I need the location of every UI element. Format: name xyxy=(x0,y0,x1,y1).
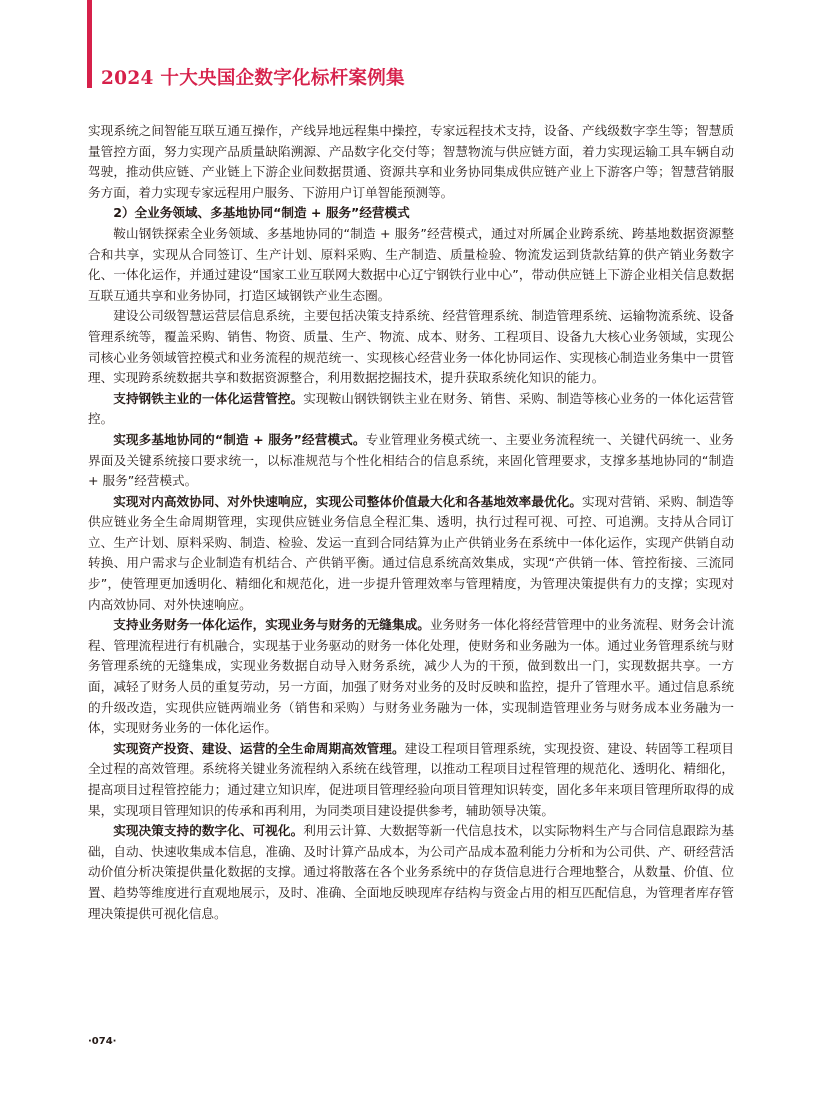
paragraph xyxy=(88,492,734,616)
paragraph-text: 建设工程项目管理系统，实现投资、建设、转固等工程项目全过程的高效管理。系统将关键业务流程纳入系统在线管理，以推动工程项目过程管理的规范化、透明化、精细化，提高项目过程管控能力；通过建立知识库，促进项目管理经验向项目管理知识转变，固化多年来项目管理所取得的成果，实现项目管理知识的传承和再利用，为同类项目建设提供参考，辅助领导决策。 xyxy=(88,740,735,818)
paragraph-text: 鞍山钢铁探索全业务领域、多基地协同的“制造 + 服务”经营模式，通过对所属企业跨系统、跨基地数据资源整合和共享，实现从合同签订、生产计划、原料采购、生产制造、质量检验、物流发运到货款结算的供产销业务数字化、一体化运作，并通过建设“国家工业互联网大数据中心辽宁钢铁行业中心”，带动供应链上下游企业相关信息数据互联互通共享和业务协同，打造区域钢铁产业生态圈。 xyxy=(88,225,734,303)
paragraph-lead: 实现对内高效协同、对外快速响应，实现公司整体价值最大化和各基地效率最优化。 xyxy=(113,493,583,509)
paragraph-text: 专业管理业务模式统一、主要业务流程统一、关键代码统一、业务界面及关键系统接口要求统一，以标准规范与个性化相结合的信息系统，来固化管理要求，支撑多基地协同的“制造 + 服务”经营模式。 xyxy=(88,431,735,489)
paragraph-text: 实现鞍山钢铁钢铁主业在财务、销售、采购、制造等核心业务的一体化运营管控。 xyxy=(88,390,735,427)
paragraph-text: 业务财务一体化将经营管理中的业务流程、财务会计流程、管理流程进行有机融合，实现基于业务驱动的财务一体化处理，使财务和业务融为一体。通过业务管理系统与财务管理系统的无缝集成，实现业务数据自动导入财务系统，减少人为的干预，做到数出一门，实现数据共享。一方面，减轻了财务人员的重复劳动，另一方面，加强了财务对业务的及时反映和监控，提升了管理水平。通过信息系统的升级改造，实现供应链两端业务（销售和采购）与财务业务融为一体，实现制造管理业务与财务成本业务融为一体，实现财务业务的一体化运作。 xyxy=(88,617,735,736)
paragraph-text: 利用云计算、大数据等新一代信息技术，以实际物料生产与合同信息跟踪为基础，自动、快速收集成本信息，准确、及时计算产品成本，为公司产品成本盈利能力分析和为公司供、产、研经营活动价值分析决策提供量化数据的支撑。通过将散落在各个业务系统中的存货信息进行合理地整合，从数量、价值、位置、趋势等维度进行直观地展示，及时、准确、全面地反映现库存结构与资金占用的相互匹配信息，为管理者库存管理决策提供可视化信息。 xyxy=(88,823,735,921)
paragraph-lead: 实现决策支持的数字化、可视化。 xyxy=(113,823,304,839)
paragraph xyxy=(88,306,734,388)
book-title: 2024 十大央国企数字化标杆案例集 xyxy=(101,68,405,89)
paragraph xyxy=(88,615,734,739)
paragraph xyxy=(88,121,734,203)
paragraph-text: 实现系统之间智能互联互通互操作，产线异地远程集中操控，专家远程技术支持，设备、产线级数字孪生等；智慧质量管控方面，努力实现产品质量缺陷溯源、产品数字化交付等；智慧物流与供应链方面，着力实现运输工具车辆自动驾驶，推动供应链、产业链上下游企业间数据贯通、资源共享和业务协同集成供应链产业上下游客户等；智慧营销服务方面，着力实现专家远程用户服务、下游用户订单智能预测等。 xyxy=(88,123,734,200)
paragraph-lead: 实现多基地协同的“制造 + 服务”经营模式。 xyxy=(113,431,366,447)
paragraph xyxy=(88,430,734,492)
paragraph-lead: 支持业务财务一体化运作，实现业务与财务的无缝集成。 xyxy=(113,617,430,633)
paragraph-lead: 支持钢铁主业的一体化运营管控。 xyxy=(113,390,304,406)
subheading-text: 2）全业务领域、多基地协同“制造 + 服务”经营模式 xyxy=(113,205,410,221)
paragraph xyxy=(88,224,734,306)
paragraph-text: 实现对营销、采购、制造等供应链业务全生命周期管理，实现供应链业务信息全程汇集、透明，执行过程可视、可控、可追溯。支持从合同订立、生产计划、原料采购、制造、检验、发运一直到合同结算为止产供销业务在系统中一体化运作，实现产供销自动转换、用户需求与企业制造有机结合、产供销平衡。通过信息系统高效集成，实现“产供销一体、管控衔接、三流同步”，使管理更加透明化、精细化和规范化，进一步提升管理效率与管理精度，为管理决策提供有力的支撑；实现对内高效协同、对外快速响应。 xyxy=(88,493,735,612)
page-number: ·074· xyxy=(88,1036,117,1047)
paragraph xyxy=(88,739,734,821)
section-subheading xyxy=(88,203,734,224)
paragraph xyxy=(88,389,734,430)
paragraph xyxy=(88,821,734,924)
header-accent-bar xyxy=(87,0,92,88)
article-body xyxy=(88,121,734,924)
paragraph-lead: 实现资产投资、建设、运营的全生命周期高效管理。 xyxy=(113,740,405,756)
paragraph-text: 建设公司级智慧运营层信息系统，主要包括决策支持系统、经营管理系统、制造管理系统、运输物流系统、设备管理系统等，覆盖采购、销售、物资、质量、生产、物流、成本、财务、工程项目、设备九大核心业务领域，实现公司核心业务领域管控模式和业务流程的规范统一、实现核心经营业务一体化协同运作、实现核心制造业务集中一贯管理、实现跨系统数据共享和数据资源整合，利用数据挖掘技术，提升获取系统化知识的能力。 xyxy=(88,308,734,386)
